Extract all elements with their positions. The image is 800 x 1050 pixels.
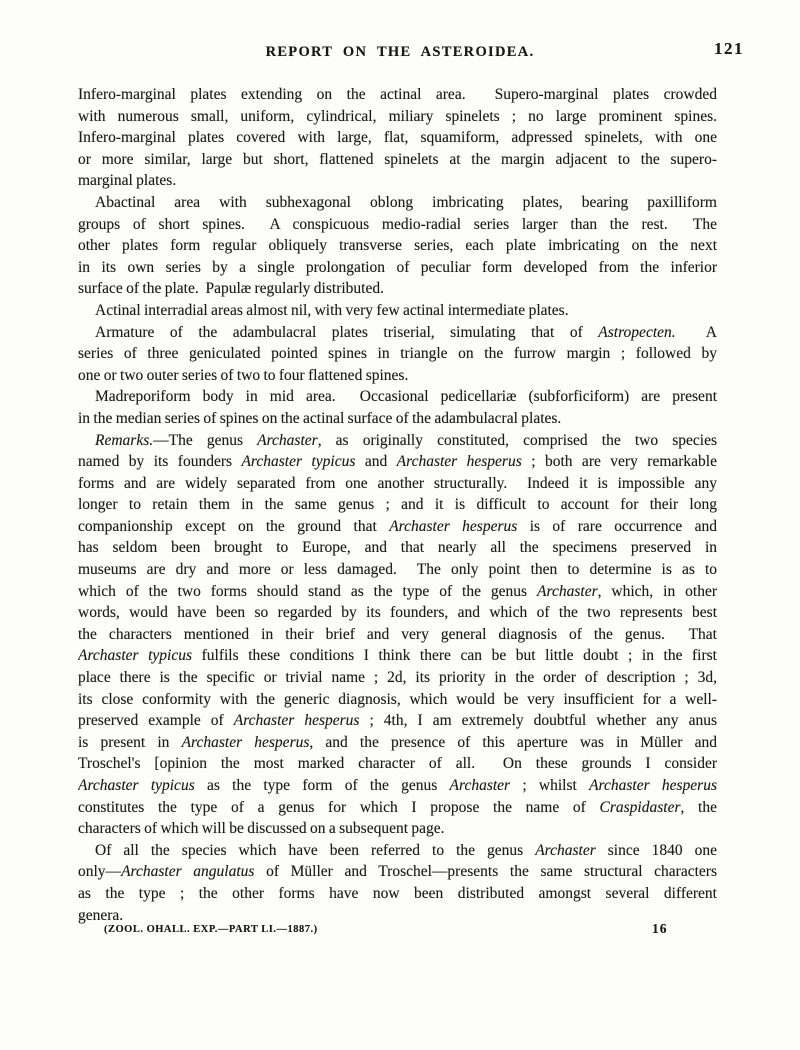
running-head-title: REPORT ON THE ASTEROIDEA. (265, 44, 535, 60)
body-text-segment: named by its founders (78, 453, 242, 471)
text-line (78, 322, 717, 344)
body-text-segment: in the median series of spines on the actinal surface of the adambulacral plates. (78, 409, 562, 427)
body-text-segment: in its own series by a single prolongation of peculiar form developed from the inferior (78, 258, 717, 276)
body-text-segment: is present in (78, 733, 182, 751)
paragraph (78, 300, 717, 322)
body-text-segment: the characters mentioned in their brief and very general diagnosis of the genus. That (78, 625, 717, 643)
text-line (78, 537, 717, 559)
italic-text: Archaster (449, 777, 511, 794)
paragraph (78, 386, 717, 429)
body-text-segment: only— (78, 863, 122, 881)
body-text-segment: Infero-marginal plates extending on the actinal area. Supero-marginal plates crowded (78, 86, 717, 103)
body-text-segment: Armature of the adambulacral plates triserial, simulating that of (95, 323, 599, 341)
body-text-segment: companionship except on the ground that (78, 517, 390, 535)
text-line (78, 257, 717, 279)
body-text-segment: words, would have been so regarded by its founders, and which of the two represents best (78, 604, 717, 622)
body-text-segment: with numerous small, uniform, cylindrical, miliary spinelets ; no large prominent spines. (78, 107, 717, 125)
body-text-segment: or more similar, large but short, flattened spinelets at the margin adjacent to the supero- (78, 150, 717, 168)
body-text-segment: Abactinal area with subhexagonal oblong imbricating plates, bearing paxilliform (95, 193, 717, 211)
italic-text: Archaster hesperus (389, 517, 518, 535)
body-text-segment: ; both are very remarkable (521, 453, 717, 471)
body-text-segment: longer to retain them in the same genus ; and it is difficult to account for their long (78, 496, 717, 514)
text-line (78, 840, 717, 862)
body-text-segment: , which, in other (597, 582, 717, 600)
text-line (78, 818, 717, 840)
italic-text: Archaster hesperus (181, 733, 310, 751)
body-text-segment: one or two outer series of two to four flattened spines. (78, 366, 409, 384)
text-line (78, 689, 717, 711)
body-text-segment: forms and are widely separated from one another structurally. Indeed it is impossible any (78, 474, 717, 492)
text-line (78, 559, 717, 581)
italic-text: Archaster angulatus (121, 863, 255, 881)
text-line (78, 581, 717, 603)
text-line (78, 645, 717, 667)
text-line (78, 214, 717, 236)
body-text-segment: museums are dry and more or less damaged. The only point then to determine is as to (78, 561, 717, 579)
text-line (78, 386, 717, 408)
body-text-segment: series of three geniculated pointed spines in triangle on the furrow margin ; followed by (78, 345, 717, 363)
printer-signature-line: (ZOOL. OHALL. EXP.—PART LI.—1887.) (104, 924, 318, 935)
text-line (78, 408, 717, 430)
text-line (78, 624, 717, 646)
text-line (78, 451, 717, 473)
text-line (78, 127, 717, 149)
italic-text: Craspidaster (599, 798, 681, 816)
body-text-segment: Madreporiform body in mid area. Occasional pedicellariæ (subforficiform) are present (95, 388, 717, 406)
body-text-segment: preserved example of (78, 712, 234, 730)
body-text-segment: Troschel's [opinion the most marked character of all. On these grounds I consider (78, 755, 717, 773)
paragraph (78, 192, 717, 300)
text-line (78, 516, 717, 538)
body-text-segment: ; 4th, I am extremely doubtful whether any anus (359, 712, 717, 730)
body-text-segment: characters of which will be discussed on a subsequent page. (78, 820, 445, 838)
body-text-segment: ; whilst (510, 777, 590, 794)
text-line (78, 883, 717, 905)
text-line (78, 300, 717, 322)
text-line (78, 149, 717, 171)
text-line (78, 278, 717, 300)
paragraph (78, 84, 717, 192)
text-line (78, 905, 717, 927)
paragraph (78, 840, 717, 926)
body-text-segment: A (675, 323, 717, 341)
body-text-segment: surface of the plate. Papulæ regularly distributed. (78, 280, 384, 298)
italic-text: Archaster typicus (78, 647, 193, 665)
italic-text: Archaster (537, 582, 598, 600)
body-text-segment: Of all the species which have been referred to the genus (95, 841, 536, 859)
body-text-segment: Infero-marginal plates covered with large, flat, squamiform, adpressed spinelets, with one (78, 129, 717, 147)
body-text-segment: genera. (78, 906, 124, 924)
italic-text: Archaster typicus (78, 777, 195, 794)
body-text-segment: Actinal interradial areas almost nil, with very few actinal intermediate plates. (95, 301, 569, 319)
body-text-segment: as the type form of the genus (194, 777, 450, 794)
body-text-segment: constitutes the type of a genus for which I propose the name of (78, 798, 600, 816)
text-line (78, 473, 717, 495)
text-line (78, 494, 717, 516)
text-line (78, 753, 717, 775)
italic-text: Archaster hesperus (396, 453, 522, 471)
text-line (78, 192, 717, 214)
italic-text: Archaster hesperus (233, 712, 360, 730)
italic-text: Archaster typicus (241, 453, 356, 471)
body-text-segment: has seldom been brought to Europe, and that nearly all the specimens preserved in (78, 539, 717, 557)
body-text-segment: place there is the specific or trivial name ; 2d, its priority in the order of description ; 3d, (78, 669, 717, 687)
italic-text: Archaster (535, 841, 596, 859)
text-line (78, 602, 717, 624)
text-line (78, 235, 717, 257)
body-text-segment: of Müller and Troschel—presents the same structural characters (254, 863, 717, 881)
body-text-segment: , as originally constituted, comprised the two species (317, 431, 717, 449)
text-line (78, 106, 717, 128)
italic-text: Remarks. (95, 431, 154, 449)
body-text-segment: —The genus (153, 431, 258, 449)
text-line (78, 732, 717, 754)
text-line (78, 365, 717, 387)
paragraph (78, 430, 717, 840)
body-text-segment: which of the two forms should stand as the type of the genus (78, 582, 538, 600)
body-text-segment: and (355, 453, 397, 471)
text-line (78, 667, 717, 689)
sheet-number: 16 (652, 921, 668, 936)
body-text-segment: groups of short spines. A conspicuous medio-radial series larger than the rest. The (78, 215, 717, 233)
body-text-segment: , and the presence of this aperture was in Müller and (309, 733, 717, 751)
paragraph (78, 322, 717, 387)
text-line (78, 710, 717, 732)
body-text-segment: fulfils these conditions I think there can be but little doubt ; in the first (192, 647, 717, 665)
text-line (78, 861, 717, 883)
text-line (78, 84, 717, 106)
body-text-segment: its close conformity with the generic diagnosis, which would be very insufficient for a well- (78, 690, 717, 708)
body-text-segment: , the (680, 798, 717, 816)
body-text-segment: since 1840 one (595, 841, 717, 859)
text-line (78, 430, 717, 452)
italic-text: Archaster hesperus (589, 777, 717, 794)
text-line (78, 343, 717, 365)
text-line (78, 797, 717, 819)
body-text-segment: marginal plates. (78, 172, 177, 190)
body-text-segment: as the type ; the other forms have now been distributed amongst several different (78, 884, 717, 902)
italic-text: Astropecten. (598, 323, 676, 341)
text-line (78, 775, 717, 797)
body-text-segment: is of rare occurrence and (517, 517, 717, 535)
text-line (78, 170, 717, 192)
page-body (78, 84, 717, 926)
body-text-segment: other plates form regular obliquely transverse series, each plate imbricating on the next (78, 237, 717, 255)
italic-text: Archaster (257, 431, 318, 449)
page-number: 121 (714, 39, 744, 58)
